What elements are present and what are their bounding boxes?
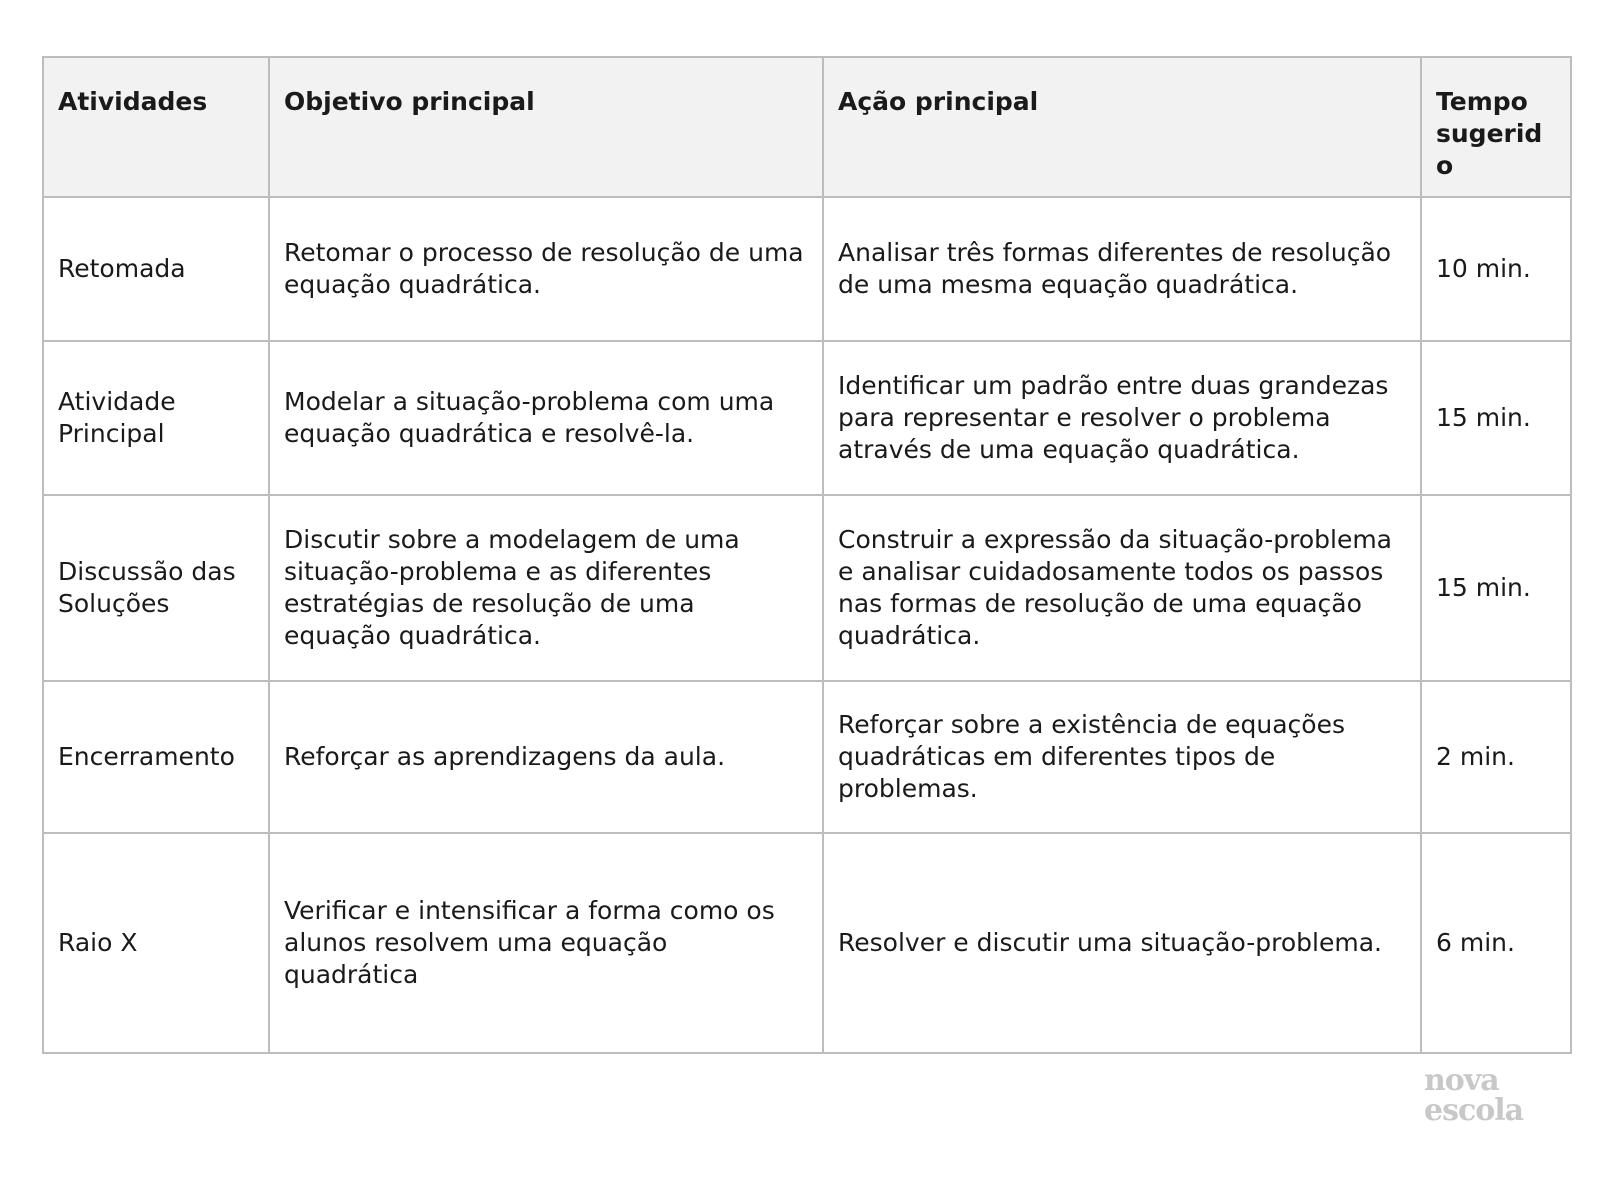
header-acao-principal: Ação principal [823,57,1421,197]
cell-objetivo: Retomar o processo de resolução de uma equação quadrática. [269,197,823,341]
header-tempo-sugerido: Tempo sugerido [1421,57,1571,197]
cell-acao: Identificar um padrão entre duas grandezas para representar e resolver o problema através de uma equação quadrática. [823,341,1421,495]
nova-escola-logo [1424,1063,1524,1128]
lesson-plan-table [42,56,1572,1054]
cell-tempo: 15 min. [1421,341,1571,495]
cell-acao: Reforçar sobre a existência de equações quadráticas em diferentes tipos de problemas. [823,681,1421,833]
cell-acao: Resolver e discutir uma situação-problema. [823,833,1421,1053]
cell-objetivo: Modelar a situação-problema com uma equação quadrática e resolvê-la. [269,341,823,495]
cell-acao: Construir a expressão da situação-problema e analisar cuidadosamente todos os passos nas formas de resolução de uma equação quadrática. [823,495,1421,681]
cell-atividade: Discussão das Soluções [43,495,269,681]
table-header [43,57,1571,197]
table-row [43,341,1571,495]
table-body [43,197,1571,1053]
header-row [43,57,1571,197]
cell-objetivo: Reforçar as aprendizagens da aula. [269,681,823,833]
cell-tempo: 6 min. [1421,833,1571,1053]
cell-tempo: 15 min. [1421,495,1571,681]
table-row [43,833,1571,1053]
table-row [43,495,1571,681]
cell-atividade: Raio X [43,833,269,1053]
logo-line-nova: nova [1424,1063,1499,1098]
cell-atividade: Atividade Principal [43,341,269,495]
header-atividades: Atividades [43,57,269,197]
cell-atividade: Encerramento [43,681,269,833]
cell-tempo: 2 min. [1421,681,1571,833]
header-objetivo-principal: Objetivo principal [269,57,823,197]
logo-line-escola: escola [1424,1093,1524,1128]
cell-objetivo: Discutir sobre a modelagem de uma situação-problema e as diferentes estratégias de resolução de uma equação quadrática. [269,495,823,681]
cell-atividade: Retomada [43,197,269,341]
cell-acao: Analisar três formas diferentes de resolução de uma mesma equação quadrática. [823,197,1421,341]
table-row [43,681,1571,833]
cell-tempo: 10 min. [1421,197,1571,341]
table-row [43,197,1571,341]
cell-objetivo: Verificar e intensificar a forma como os alunos resolvem uma equação quadrática [269,833,823,1053]
